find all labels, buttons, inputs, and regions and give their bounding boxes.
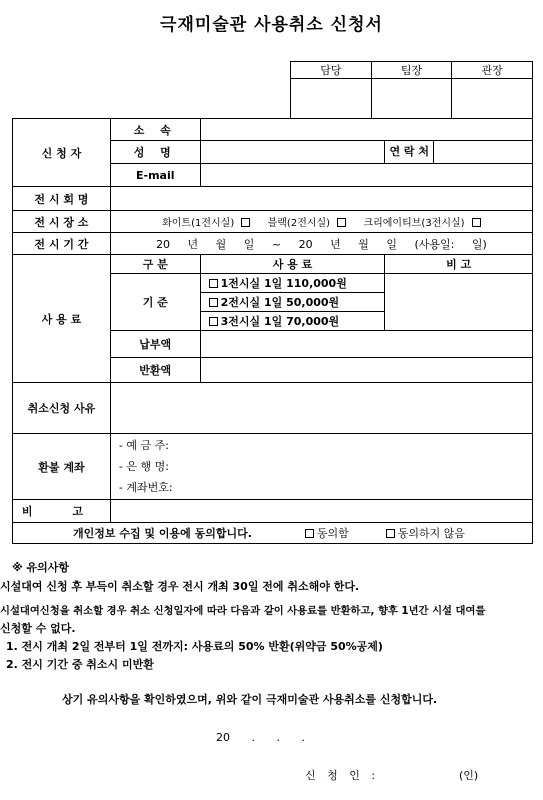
- notes-line-1: 시설대여 신청 후 부득이 취소할 경우 전시 개최 30일 전에 취소해야 한다.: [0, 580, 360, 593]
- email-label: E-mail: [110, 164, 200, 187]
- approval-header-team-lead: 팀장: [371, 62, 452, 79]
- refund-account-label: 환불 계좌: [13, 434, 111, 500]
- account-holder-line: - 예 금 주:: [118, 439, 169, 452]
- fee-rate-3: [200, 312, 385, 331]
- application-date[interactable]: 20 . . .: [216, 731, 305, 744]
- cancel-reason-label: 취소신청 사유: [13, 383, 111, 434]
- fee-section-label: 사 용 료: [13, 255, 111, 383]
- privacy-agree-label: 동의함: [316, 527, 349, 540]
- paid-amount-label: 납부액: [110, 331, 200, 358]
- remarks-label: 비 고: [13, 500, 111, 523]
- affiliation-field[interactable]: [200, 119, 532, 141]
- privacy-consent-text: 개인정보 수집 및 이용에 동의합니다.: [73, 527, 252, 540]
- fee-standard-label: 기 준: [110, 274, 200, 331]
- checkbox-icon: [209, 279, 218, 288]
- exhibition-name-field[interactable]: [110, 187, 532, 211]
- approval-header-director: 관장: [452, 62, 533, 79]
- venue-options: [110, 211, 532, 233]
- approval-sign-director[interactable]: [452, 79, 533, 119]
- venue-option-creative: 크리에이티브(3전시실): [363, 218, 465, 229]
- name-label: 성 명: [110, 141, 200, 164]
- email-field[interactable]: [200, 164, 532, 187]
- cancel-reason-field[interactable]: [110, 383, 532, 434]
- privacy-disagree-checkbox[interactable]: [386, 529, 395, 538]
- venue-option-black: 블랙(2전시실): [267, 218, 331, 229]
- refund-account-field[interactable]: [110, 434, 532, 500]
- approval-sign-staff[interactable]: [291, 79, 372, 119]
- remarks-field[interactable]: [110, 500, 532, 523]
- notes-item-1: 1. 전시 개최 2일 전부터 1일 전까지: 사용료의 50% 반환(위약금 50%공제): [6, 640, 383, 653]
- privacy-disagree-label: 동의하지 않음: [397, 527, 466, 540]
- period-field[interactable]: 20 년 월 일 ~ 20 년 월 일 (사용일: 일): [110, 233, 532, 255]
- venue-creative-checkbox[interactable]: [472, 218, 481, 227]
- notes-line-2a: 시설대여신청을 취소할 경우 취소 신청일자에 따라 다음과 같이 사용료를 반환하고, 향후 1년간 시설 대여를: [0, 605, 486, 617]
- refund-amount-label: 반환액: [110, 358, 200, 383]
- fee-rate-3-text: 3전시실 1일 70,000원: [220, 315, 340, 328]
- approval-header-staff: 담당: [291, 62, 372, 79]
- privacy-consent-row: [13, 523, 533, 544]
- fee-col-fee: 사 용 료: [200, 255, 385, 274]
- account-number-line: - 계좌번호:: [118, 481, 173, 494]
- fee-rate-2-text: 2전시실 1일 50,000원: [220, 296, 340, 309]
- approval-sign-team-lead[interactable]: [371, 79, 452, 119]
- fee-col-category: 구 분: [110, 255, 200, 274]
- bank-name-line: - 은 행 명:: [118, 460, 169, 473]
- document-title: 극재미술관 사용취소 신청서: [160, 15, 383, 35]
- exhibition-name-label: 전 시 회 명: [13, 187, 111, 211]
- contact-label: 연 락 처: [385, 141, 434, 163]
- fee-rate-1-text: 1전시실 1일 110,000원: [220, 277, 347, 290]
- fee-remarks-field[interactable]: [385, 274, 533, 331]
- checkbox-icon: [209, 317, 218, 326]
- venue-black-checkbox[interactable]: [337, 218, 346, 227]
- checkbox-icon: [209, 298, 218, 307]
- applicant-signature-label: 신 청 인 :: [305, 769, 376, 782]
- notes-line-2b: 신청할 수 없다.: [0, 622, 76, 635]
- fee-col-remarks: 비 고: [385, 255, 533, 274]
- venue-white-checkbox[interactable]: [241, 218, 250, 227]
- refund-amount-field[interactable]: [200, 358, 532, 383]
- applicant-section-label: 신 청 자: [13, 119, 111, 187]
- venue-label: 전 시 장 소: [13, 211, 111, 233]
- period-label: 전 시 기 간: [13, 233, 111, 255]
- affiliation-label: 소 속: [110, 119, 200, 141]
- seal-mark[interactable]: (인): [459, 769, 479, 782]
- privacy-agree-checkbox[interactable]: [305, 529, 314, 538]
- application-form-table: [12, 118, 533, 544]
- confirmation-statement: 상기 유의사항을 확인하였으며, 위와 같이 극재미술관 사용취소를 신청합니다.: [62, 693, 438, 706]
- notes-item-2: 2. 전시 기간 중 취소시 미반환: [6, 658, 154, 671]
- contact-cell[interactable]: [385, 141, 533, 164]
- venue-option-white: 화이트(1전시실): [162, 218, 235, 229]
- approval-table: [290, 61, 533, 119]
- fee-rate-2: [200, 293, 385, 312]
- notes-heading: ※ 유의사항: [12, 561, 70, 574]
- paid-amount-field[interactable]: [200, 331, 532, 358]
- fee-rate-1: [200, 274, 385, 293]
- name-field[interactable]: [200, 141, 385, 164]
